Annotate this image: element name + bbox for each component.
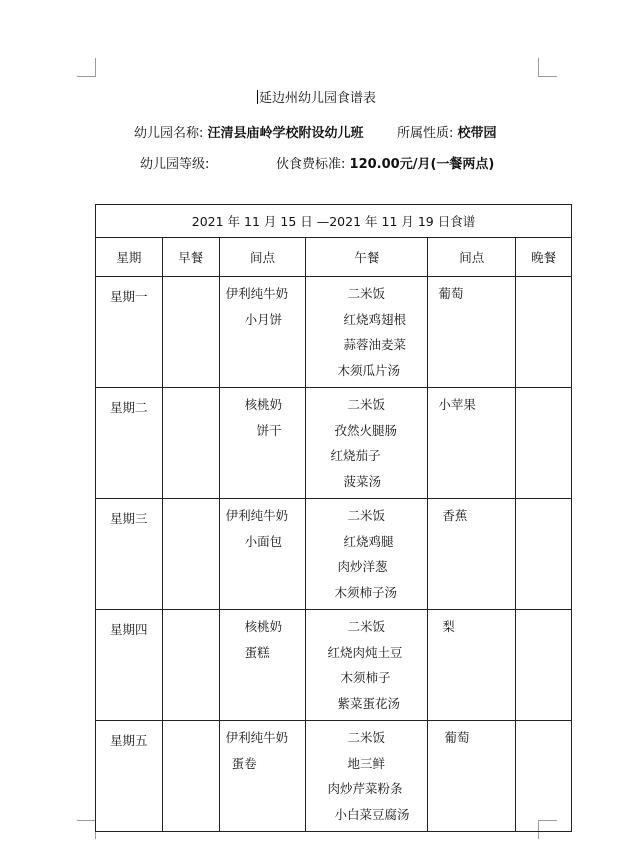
breakfast-cell (162, 277, 219, 388)
menu-item: 肉炒洋葱 (337, 559, 388, 574)
dinner-cell (516, 388, 572, 499)
menu-item: 葡萄 (438, 286, 464, 301)
morning-snack-cell (219, 388, 306, 499)
header-morning-snack: 间点 (219, 238, 306, 277)
breakfast-cell (162, 610, 219, 721)
fee-label: 伙食费标准: (276, 157, 346, 172)
menu-item: 核桃奶 (244, 397, 283, 412)
menu-item: 小苹果 (438, 397, 476, 412)
kindergarten-name: 汪清县庙岭学校附设幼儿班 (207, 126, 364, 141)
weekday-cell: 星期一 (96, 277, 163, 388)
weekday-cell: 星期三 (96, 499, 163, 610)
table-row (96, 610, 572, 721)
weekday-cell: 星期四 (96, 610, 163, 721)
menu-item: 木须柿子 (340, 670, 391, 685)
menu-item: 二米饭 (347, 730, 385, 745)
lunch-cell (306, 721, 428, 832)
header-weekday: 星期 (96, 238, 163, 277)
menu-item: 红烧鸡腿 (343, 533, 394, 549)
morning-snack-cell (219, 277, 306, 388)
menu-item: 饼干 (256, 422, 282, 438)
dinner-cell (516, 499, 572, 610)
morning-snack-cell (219, 499, 306, 610)
lunch-cell (306, 610, 428, 721)
grade-label: 幼儿园等级: (140, 157, 210, 172)
menu-item: 小月饼 (244, 311, 283, 327)
kindergarten-name-line (134, 122, 364, 141)
crop-mark-top-left (77, 58, 96, 77)
menu-item: 菠菜汤 (343, 473, 381, 489)
lunch-cell (306, 277, 428, 388)
menu-item: 孜然火腿肠 (334, 422, 397, 438)
dinner-cell (516, 277, 572, 388)
header-lunch: 午餐 (306, 238, 428, 277)
afternoon-snack-cell (428, 277, 516, 388)
menu-item: 二米饭 (347, 619, 385, 634)
text-cursor (257, 90, 258, 104)
breakfast-cell (162, 499, 219, 610)
menu-item: 紫菜蛋花汤 (337, 695, 400, 711)
dinner-cell (516, 721, 572, 832)
menu-item: 地三鲜 (347, 755, 385, 771)
kindergarten-label: 幼儿园名称: (134, 126, 204, 141)
morning-snack-cell (219, 721, 306, 832)
document-title[interactable] (0, 87, 633, 106)
menu-item: 小面包 (244, 533, 283, 549)
menu-item: 红烧鸡翅根 (343, 311, 406, 327)
crop-mark-top-right (538, 58, 557, 77)
weekday-cell: 星期五 (96, 721, 163, 832)
menu-item: 红烧肉炖土豆 (327, 644, 403, 660)
afternoon-snack-cell (428, 610, 516, 721)
nature-value: 校带园 (457, 126, 497, 141)
menu-item: 葡萄 (444, 730, 470, 745)
header-afternoon-snack: 间点 (428, 238, 516, 277)
weekday-cell: 星期二 (96, 388, 163, 499)
grade-line (140, 153, 209, 172)
menu-item: 小白菜豆腐汤 (334, 806, 410, 822)
afternoon-snack-cell (428, 721, 516, 832)
menu-item: 二米饭 (347, 508, 385, 523)
menu-date-range: 2021 年 11 月 15 日 —2021 年 11 月 19 日食谱 (96, 205, 572, 238)
menu-item: 伊利纯牛奶 (225, 508, 289, 523)
menu-item: 木须瓜片汤 (337, 362, 400, 378)
menu-item: 伊利纯牛奶 (225, 730, 289, 745)
menu-item: 香蕉 (442, 508, 468, 523)
crop-mark-bottom-left (77, 820, 96, 839)
afternoon-snack-cell (428, 388, 516, 499)
menu-item: 蛋卷 (231, 755, 257, 771)
breakfast-cell (162, 721, 219, 832)
table-row (96, 499, 572, 610)
table-row (96, 388, 572, 499)
afternoon-snack-cell (428, 499, 516, 610)
morning-snack-cell (219, 610, 306, 721)
fee-value: 120.00元/月(一餐两点) (349, 157, 495, 172)
menu-item: 二米饭 (347, 286, 385, 301)
menu-item: 蒜蓉油麦菜 (343, 337, 406, 352)
menu-item: 蛋糕 (244, 644, 270, 660)
header-breakfast: 早餐 (162, 238, 219, 277)
menu-item: 核桃奶 (244, 619, 283, 634)
table-row (96, 277, 572, 388)
lunch-cell (306, 388, 428, 499)
menu-item: 伊利纯牛奶 (225, 286, 289, 301)
menu-item: 肉炒芹菜粉条 (327, 781, 403, 796)
nature-line (397, 122, 497, 141)
breakfast-cell (162, 388, 219, 499)
menu-item: 二米饭 (347, 397, 385, 412)
menu-item: 木须柿子汤 (334, 584, 397, 600)
dinner-cell (516, 610, 572, 721)
menu-item: 红烧茄子 (330, 448, 381, 463)
menu-table (95, 204, 572, 832)
lunch-cell (306, 499, 428, 610)
fee-line (276, 153, 494, 172)
nature-label: 所属性质: (397, 126, 454, 141)
document-title-text: 延边州幼儿园食谱表 (258, 91, 376, 106)
menu-item: 梨 (442, 619, 455, 634)
header-dinner: 晚餐 (516, 238, 572, 277)
table-row (96, 721, 572, 832)
